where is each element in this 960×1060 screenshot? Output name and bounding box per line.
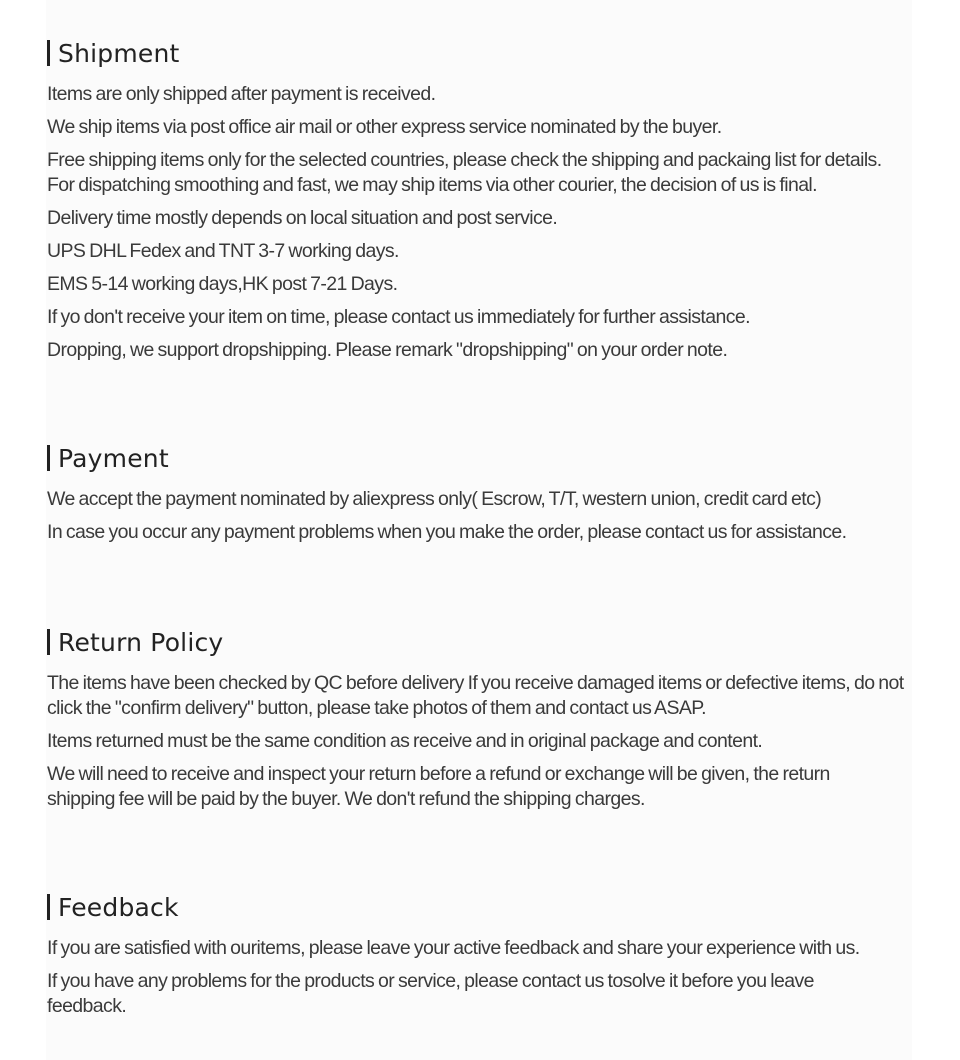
- shipment-line: If yo don't receive your item on time, please contact us immediately for further assistance.: [47, 306, 750, 328]
- shipment-line: UPS DHL Fedex and TNT 3-7 working days.: [47, 240, 399, 262]
- return-policy-heading: [47, 627, 917, 657]
- heading-accent-bar: [47, 629, 50, 655]
- return-policy-line: We will need to receive and inspect your return before a refund or exchange will be given, the return shipping fee will be paid by the buyer. We don't refund the shipping charges.: [47, 763, 830, 810]
- payment-line: In case you occur any payment problems when you make the order, please contact us for assistance.: [47, 521, 847, 543]
- feedback-heading: [47, 892, 917, 922]
- shipment-line: We ship items via post office air mail or other express service nominated by the buyer.: [47, 116, 722, 138]
- heading-accent-bar: [47, 40, 50, 66]
- feedback-line: If you have any problems for the products or service, please contact us tosolve it before you leave feedback.: [47, 970, 814, 1017]
- feedback-line: If you are satisfied with ouritems, please leave your active feedback and share your experience with us.: [47, 937, 860, 959]
- shipment-line: EMS 5-14 working days,HK post 7-21 Days.: [47, 273, 398, 295]
- return-policy-section: [47, 627, 917, 820]
- payment-section: [47, 443, 917, 553]
- return-policy-line: Items returned must be the same condition as receive and in original package and content.: [47, 730, 763, 752]
- payment-heading: [47, 443, 917, 473]
- shipment-heading: [47, 38, 917, 68]
- heading-accent-bar: [47, 445, 50, 471]
- heading-accent-bar: [47, 894, 50, 920]
- payment-line: We accept the payment nominated by aliexpress only( Escrow, T/T, western union, credit card etc): [47, 488, 822, 510]
- shipment-line: Dropping, we support dropshipping. Please remark "dropshipping" on your order note.: [47, 339, 728, 361]
- return-policy-title: Return Policy: [58, 627, 224, 657]
- shipment-line: Free shipping items only for the selected countries, please check the shipping and packaing list for details. For dispatching smoothing and fast, we may ship items via other courier, the decision of us is final.: [47, 149, 882, 196]
- feedback-title: Feedback: [58, 892, 179, 922]
- shipment-line: Items are only shipped after payment is received.: [47, 83, 436, 105]
- shipment-section: [47, 38, 917, 371]
- shipment-title: Shipment: [58, 38, 180, 68]
- feedback-section: [47, 892, 917, 1027]
- payment-title: Payment: [58, 443, 169, 473]
- return-policy-line: The items have been checked by QC before delivery If you receive damaged items or defective items, do not click the "confirm delivery" button, please take photos of them and contact us ASAP.: [47, 672, 904, 719]
- shipment-line: Delivery time mostly depends on local situation and post service.: [47, 207, 558, 229]
